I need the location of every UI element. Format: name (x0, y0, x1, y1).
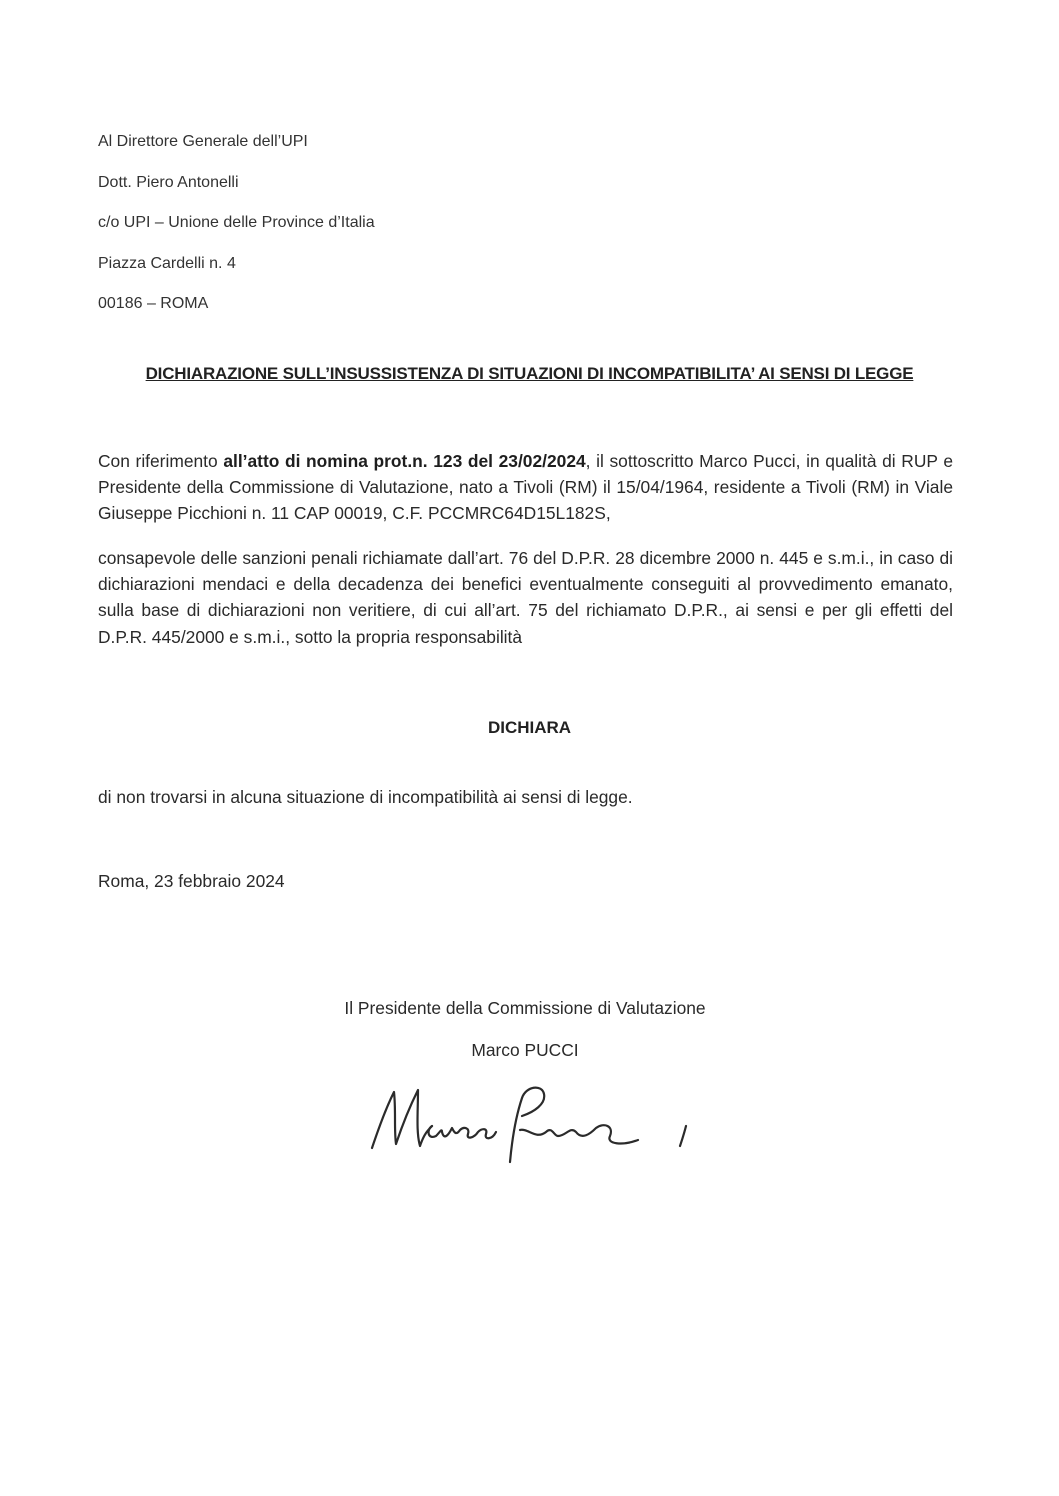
recipient-line-5: 00186 – ROMA (98, 295, 209, 312)
handwritten-signature-icon (360, 1070, 710, 1180)
paragraph-reference (98, 448, 953, 527)
recipient-line-4: Piazza Cardelli n. 4 (98, 254, 236, 272)
declaration-heading: DICHIARA (487, 718, 572, 737)
recipient-address (98, 122, 375, 325)
recipient-line-1: Al Direttore Generale dell’UPI (98, 133, 308, 150)
recipient-line-2: Dott. Piero Antonelli (98, 173, 239, 191)
document-title: DICHIARAZIONE SULL’INSUSSISTENZA DI SITUAZIONI DI INCOMPATIBILITA’ AI SENSI DI LEGGE (145, 364, 914, 383)
paragraph-reference-details: , il sottoscritto Marco Pucci, in qualità di RUP e Presidente della Commissione di Valutazione, nato a Tivoli (RM) il 15/04/1964, residente a Tivoli (RM) in Viale Giuseppe Picchioni n. 11 CAP 00019, C.F. PCCMRC64D15L182S, (98, 451, 953, 524)
paragraph-reference-intro: Con riferimento (98, 451, 224, 471)
recipient-line-3: c/o UPI – Unione delle Province d’Italia (98, 214, 375, 231)
signatory-role: Il Presidente della Commissione di Valutazione (344, 998, 706, 1018)
paragraph-reference-act: all’atto di nomina prot.n. 123 del 23/02/2024 (223, 451, 586, 471)
place-and-date: Roma, 23 febbraio 2024 (98, 871, 285, 891)
declaration-statement: di non trovarsi in alcuna situazione di incompatibilità ai sensi di legge. (98, 787, 633, 807)
signatory-name: Marco PUCCI (471, 1040, 579, 1060)
paragraph-awareness: consapevole delle sanzioni penali richiamate dall’art. 76 del D.P.R. 28 dicembre 2000 n. 445 e s.m.i., in caso di dichiarazioni mendaci e della decadenza dei benefici eventualmente conseguiti al provvedimento emanato, sulla base di dichiarazioni non veritiere, di cui all’art. 75 del richiamato D.P.R., ai sensi e per gli effetti del D.P.R. 445/2000 e s.m.i., sotto la propria responsabilità (98, 548, 953, 647)
